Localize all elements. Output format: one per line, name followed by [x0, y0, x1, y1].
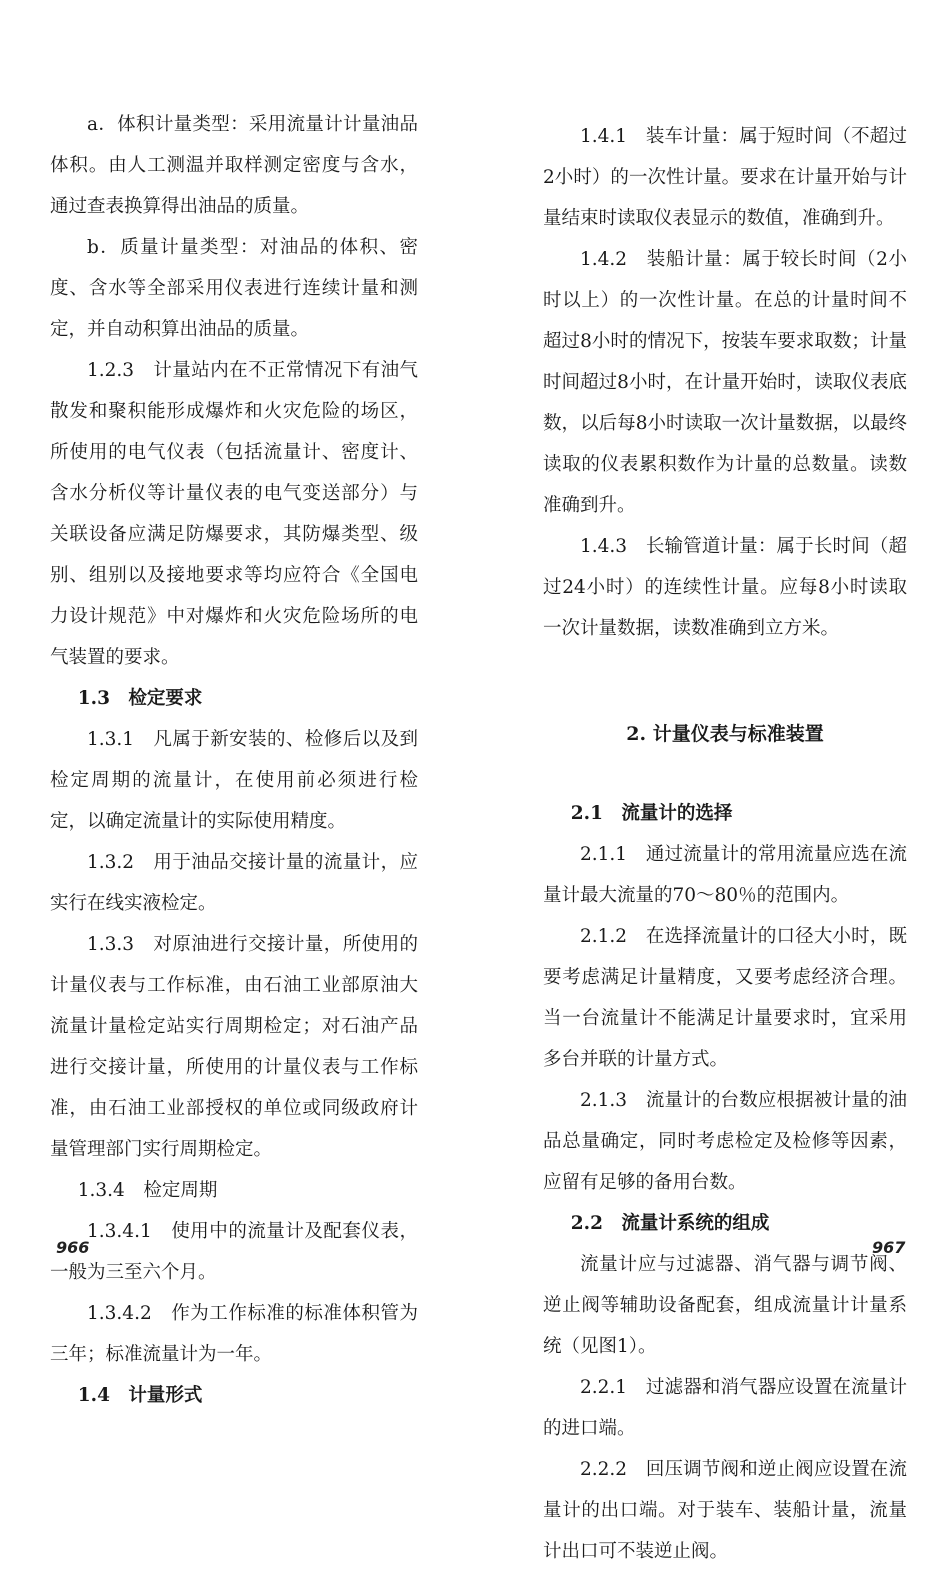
paragraph-1-3-2: 1.3.2 用于油品交接计量的流量计，应实行在线实液检定。 — [50, 852, 418, 914]
heading-1-3-4: 1.3.4 检定周期 — [77, 1180, 218, 1201]
paragraph-1-3-3: 1.3.3 对原油进行交接计量，所使用的计量仪表与工作标准，由石油工业部原油大流量计量检定站实行周期检定；对石油产品进行交接计量，所使用的计量仪表与工作标准，由石油工业部授权的单位或同级政府计量管理部门实行周期检定。 — [50, 934, 418, 1160]
section-title-2: 2. 计量仪表与标准装置 — [626, 723, 824, 745]
paragraph-2-1-3: 2.1.3 流量计的台数应根据被计量的油品总量确定，同时考虑检定及检修等因素，应留有足够的备用台数。 — [543, 1090, 907, 1193]
paragraph-2-1-1: 2.1.1 通过流量计的常用流量应选在流量计最大流量的70～80％的范围内。 — [543, 844, 907, 906]
paragraph-volume-metering: a．体积计量类型：采用流量计计量油品体积。由人工测温并取样测定密度与含水，通过查表换算得出油品的质量。 — [50, 114, 418, 217]
right-page-column — [543, 116, 907, 1572]
paragraph-1-4-3: 1.4.3 长输管道计量：属于长时间（超过24小时）的连续性计量。应每8小时读取一次计量数据，读数准确到立方米。 — [543, 536, 907, 639]
paragraph-1-2-3: 1.2.3 计量站内在不正常情况下有油气散发和聚积能形成爆炸和火灾危险的场区，所使用的电气仪表（包括流量计、密度计、含水分析仪等计量仪表的电气变送部分）与关联设备应满足防爆要求，其防爆类型、级别、组别以及接地要求等均应符合《全国电力设计规范》中对爆炸和火灾危险场所的电气装置的要求。 — [50, 360, 418, 668]
page-number-right: 967 — [872, 1238, 906, 1257]
paragraph-2-2-intro: 流量计应与过滤器、消气器与调节阀、逆止阀等辅助设备配套，组成流量计计量系统（见图1）。 — [543, 1254, 907, 1357]
paragraph-1-3-4-2: 1.3.4.2 作为工作标准的标准体积管为三年；标准流量计为一年。 — [50, 1303, 418, 1365]
paragraph-1-3-4-1: 1.3.4.1 使用中的流量计及配套仪表，一般为三至六个月。 — [50, 1221, 418, 1283]
heading-1-4: 1.4 计量形式 — [77, 1385, 203, 1406]
paragraph-2-1-2: 2.1.2 在选择流量计的口径大小时，既要考虑满足计量精度，又要考虑经济合理。当一台流量计不能满足计量要求时，宜采用多台并联的计量方式。 — [543, 926, 907, 1070]
paragraph-2-2-1: 2.2.1 过滤器和消气器应设置在流量计的进口端。 — [543, 1377, 907, 1439]
left-page-column — [50, 104, 418, 1416]
page-number-left: 966 — [56, 1238, 90, 1257]
paragraph-1-4-2: 1.4.2 装船计量：属于较长时间（2小时以上）的一次性计量。在总的计量时间不超过8小时的情况下，按装车要求取数；计量时间超过8小时，在计量开始时，读取仪表底数，以后每8小时读取一次计量数据，以最终读取的仪表累积数作为计量的总数量。读数准确到升。 — [543, 249, 907, 516]
paragraph-1-3-1: 1.3.1 凡属于新安装的、检修后以及到检定周期的流量计，在使用前必须进行检定，以确定流量计的实际使用精度。 — [50, 729, 418, 832]
paragraph-2-2-2: 2.2.2 回压调节阀和逆止阀应设置在流量计的出口端。对于装车、装船计量，流量计出口可不装逆止阀。 — [543, 1459, 907, 1562]
heading-2-1: 2.1 流量计的选择 — [570, 803, 733, 824]
paragraph-mass-metering: b．质量计量类型：对油品的体积、密度、含水等全部采用仪表进行连续计量和测定，并自动积算出油品的质量。 — [50, 237, 418, 340]
heading-2-2: 2.2 流量计系统的组成 — [570, 1213, 770, 1234]
heading-1-3: 1.3 检定要求 — [77, 688, 203, 709]
paragraph-1-4-1: 1.4.1 装车计量：属于短时间（不超过2小时）的一次性计量。要求在计量开始与计量结束时读取仪表显示的数值，准确到升。 — [543, 126, 907, 229]
